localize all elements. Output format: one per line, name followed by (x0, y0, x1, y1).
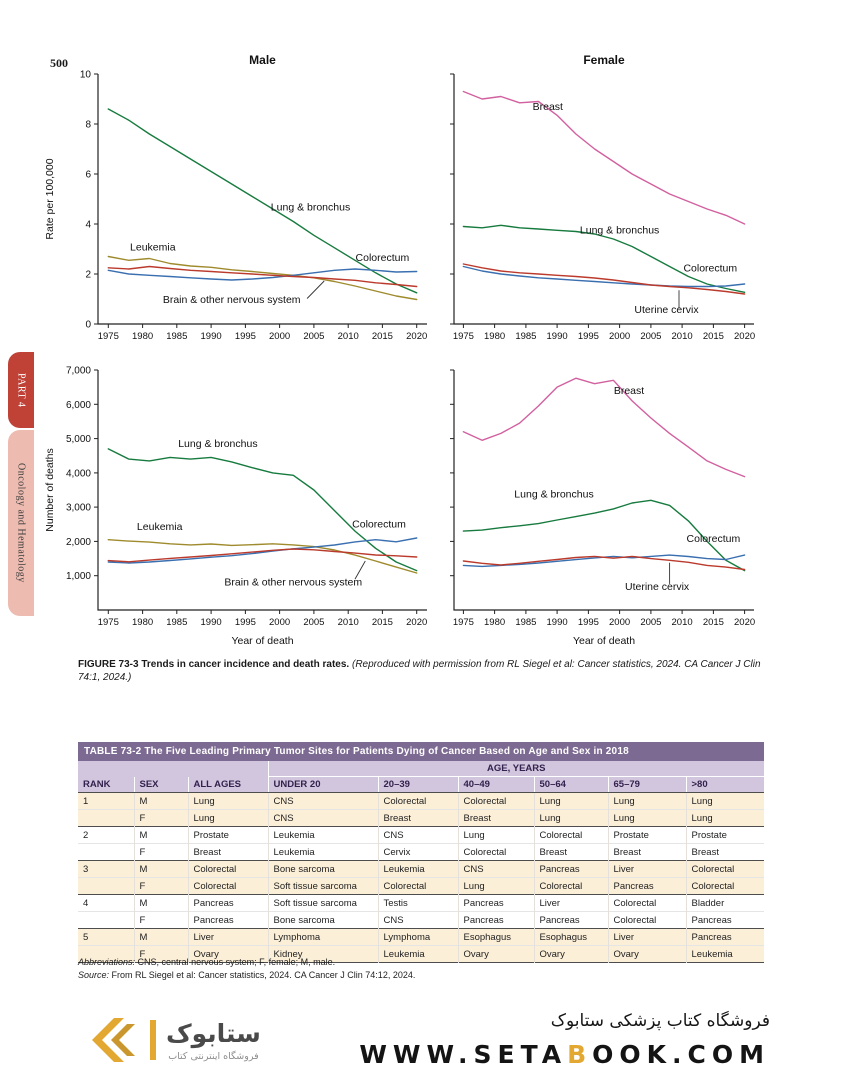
table-cell: Pancreas (608, 878, 686, 895)
table-cell: F (134, 878, 188, 895)
chart-svg (436, 350, 766, 650)
table-cell: Pancreas (534, 912, 608, 929)
svg-text:6,000: 6,000 (65, 399, 91, 411)
figure-caption (78, 658, 768, 684)
table-cell: Ovary (188, 946, 268, 963)
sidebar-section-tab (8, 430, 34, 616)
table-cell: Esophagus (534, 929, 608, 946)
svg-text:Colorectum: Colorectum (686, 533, 741, 546)
svg-text:3,000: 3,000 (65, 502, 91, 514)
logo-subtitle: فروشگاه اینترنتی کتاب (168, 1050, 259, 1062)
table-cell: Bone sarcoma (268, 912, 378, 929)
svg-text:Colorectum: Colorectum (683, 262, 738, 275)
page-number: 500 (50, 56, 68, 70)
abbreviations-note (78, 956, 768, 969)
svg-text:1985: 1985 (166, 331, 188, 342)
table-cell: Colorectal (378, 878, 458, 895)
chart-svg (42, 350, 437, 650)
column-header: ALL AGES (188, 777, 268, 793)
table-cell: Ovary (608, 946, 686, 963)
table-row (78, 861, 764, 878)
table-cell: Prostate (188, 827, 268, 844)
svg-text:1975: 1975 (452, 331, 474, 342)
table-cell: Pancreas (686, 929, 764, 946)
table-cell: Bladder (686, 895, 764, 912)
table-cell: Kidney (268, 946, 378, 963)
table-cell: Colorectal (188, 861, 268, 878)
svg-text:2: 2 (85, 269, 91, 281)
table-cell: F (134, 912, 188, 929)
logo-divider-bar (150, 1020, 156, 1060)
url-segment: OOK.COM (592, 1040, 770, 1069)
svg-text:1985: 1985 (515, 617, 537, 628)
chart-svg (42, 50, 437, 348)
table-cell: 1 (78, 793, 134, 810)
logo-wordmark: ستابوک (166, 1018, 261, 1048)
table-row (78, 878, 764, 895)
age-years-header: AGE, YEARS (268, 761, 764, 777)
table-row (78, 929, 764, 946)
svg-text:2005: 2005 (640, 331, 662, 342)
figure-credit: (Reproduced with permission from RL Siegel et al: Cancer statistics, 2024. CA Cancer J Clin 74:1, 2024.) (78, 659, 761, 683)
table-cell: Colorectal (188, 878, 268, 895)
table-cell: M (134, 929, 188, 946)
table-cell: CNS (268, 810, 378, 827)
table-cell: Breast (686, 844, 764, 861)
table-cell: M (134, 793, 188, 810)
svg-text:Number of deaths: Number of deaths (44, 448, 56, 532)
table-cell: Lymphoma (268, 929, 378, 946)
table-cell (78, 844, 134, 861)
table-cell: Breast (188, 844, 268, 861)
svg-text:1980: 1980 (132, 331, 154, 342)
svg-text:10: 10 (79, 69, 91, 81)
svg-text:8: 8 (85, 119, 91, 131)
svg-text:2,000: 2,000 (65, 536, 91, 548)
table-cell: F (134, 810, 188, 827)
svg-text:Female: Female (583, 53, 625, 67)
svg-text:Year of death: Year of death (231, 635, 294, 647)
svg-text:1995: 1995 (577, 617, 599, 628)
table-cell: Colorectal (608, 895, 686, 912)
svg-text:1985: 1985 (166, 617, 188, 628)
table-cell: Breast (378, 810, 458, 827)
sidebar-part-tab (8, 352, 34, 428)
svg-text:1990: 1990 (200, 331, 222, 342)
table-cell: Colorectal (534, 878, 608, 895)
table-cell: Lung (458, 827, 534, 844)
chart-female-deaths (436, 350, 766, 655)
table-cell: Breast (458, 810, 534, 827)
table-row (78, 895, 764, 912)
table-cell: Ovary (458, 946, 534, 963)
source-text: From RL Siegel et al: Cancer statistics, 2024. CA Cancer J Clin 74:12, 2024. (109, 970, 416, 981)
svg-text:Brain & other nervous system: Brain & other nervous system (162, 293, 301, 306)
table-cell: M (134, 861, 188, 878)
table-cell: Leukemia (686, 946, 764, 963)
table-row (78, 827, 764, 844)
table-cell: Pancreas (458, 912, 534, 929)
svg-text:2015: 2015 (702, 331, 724, 342)
chart-male-rates (42, 50, 437, 353)
table-cell: Testis (378, 895, 458, 912)
table-cell: Lung (686, 810, 764, 827)
logo-text-block (166, 1019, 261, 1062)
column-header: 50–64 (534, 777, 608, 793)
column-header: SEX (134, 777, 188, 793)
table-cell: 3 (78, 861, 134, 878)
svg-text:1980: 1980 (484, 617, 506, 628)
svg-text:1980: 1980 (132, 617, 154, 628)
column-header: 65–79 (608, 777, 686, 793)
chart-female-rates (436, 50, 766, 353)
url-segment: SETA (473, 1040, 568, 1069)
table-cell: Pancreas (188, 895, 268, 912)
table-cell: Lung (608, 793, 686, 810)
table-cell: Soft tissue sarcoma (268, 878, 378, 895)
chart-male-deaths (42, 350, 437, 655)
table-cell: Colorectal (378, 793, 458, 810)
table-cell: Lung (188, 810, 268, 827)
source-label: Source: (78, 970, 110, 981)
table-cell: CNS (378, 827, 458, 844)
svg-text:2010: 2010 (337, 331, 359, 342)
table-cell: M (134, 827, 188, 844)
svg-text:4,000: 4,000 (65, 468, 91, 480)
table-cell: Soft tissue sarcoma (268, 895, 378, 912)
svg-text:2005: 2005 (640, 617, 662, 628)
table-cell: Liver (608, 929, 686, 946)
svg-text:5,000: 5,000 (65, 434, 91, 446)
svg-text:2005: 2005 (303, 617, 325, 628)
svg-text:2000: 2000 (269, 617, 291, 628)
svg-text:2020: 2020 (406, 331, 428, 342)
svg-text:Lung & bronchus: Lung & bronchus (514, 488, 594, 501)
table-cell: M (134, 895, 188, 912)
svg-text:Rate per 100,000: Rate per 100,000 (44, 158, 56, 240)
source-note (78, 969, 768, 982)
svg-text:2010: 2010 (671, 331, 693, 342)
table-cell: F (134, 946, 188, 963)
footer-persian-title: فروشگاه کتاب پزشکی ستابوک (550, 1011, 770, 1031)
column-header: 20–39 (378, 777, 458, 793)
table-cell: Pancreas (458, 895, 534, 912)
table-cell: Colorectal (686, 861, 764, 878)
svg-text:2000: 2000 (269, 331, 291, 342)
table-cell: Lung (534, 793, 608, 810)
svg-text:1975: 1975 (97, 617, 119, 628)
svg-text:2020: 2020 (406, 617, 428, 628)
abbreviations-label: Abbreviations: (78, 957, 136, 967)
column-header: >80 (686, 777, 764, 793)
svg-text:4: 4 (85, 219, 91, 231)
svg-text:2020: 2020 (734, 331, 756, 342)
table-cell (78, 878, 134, 895)
svg-text:1995: 1995 (234, 331, 256, 342)
table-cell: Breast (608, 844, 686, 861)
table-73-2 (78, 742, 764, 963)
table-cell: Liver (608, 861, 686, 878)
svg-text:Male: Male (249, 53, 276, 67)
table-cell: CNS (378, 912, 458, 929)
table-cell: Leukemia (378, 861, 458, 878)
table-cell: Lung (686, 793, 764, 810)
chart-svg (436, 50, 766, 348)
table-cell: Colorectal (608, 912, 686, 929)
footer-right-block (359, 1011, 770, 1069)
table-title: TABLE 73-2 The Five Leading Primary Tumor Sites for Patients Dying of Cancer Based on Age and Sex in 2018 (78, 742, 764, 761)
header-spacer (78, 761, 268, 777)
table-cell: CNS (268, 793, 378, 810)
svg-text:1995: 1995 (577, 331, 599, 342)
svg-text:1990: 1990 (546, 617, 568, 628)
table-cell: Lymphoma (378, 929, 458, 946)
svg-text:1995: 1995 (234, 617, 256, 628)
svg-text:Lung & bronchus: Lung & bronchus (579, 224, 660, 237)
table-cell: Colorectal (534, 827, 608, 844)
table-cell: Leukemia (268, 844, 378, 861)
svg-text:2015: 2015 (371, 617, 393, 628)
table-cell: Bone sarcoma (268, 861, 378, 878)
table-cell (78, 912, 134, 929)
svg-text:Breast: Breast (613, 385, 645, 397)
url-segment: B (567, 1040, 593, 1069)
table-row (78, 810, 764, 827)
table-cell: 4 (78, 895, 134, 912)
figure-caption-text: Trends in cancer incidence and death rates. (141, 659, 350, 670)
svg-text:1990: 1990 (546, 331, 568, 342)
svg-text:1985: 1985 (515, 331, 537, 342)
table-cell: Colorectal (686, 878, 764, 895)
url-segment: WWW. (359, 1040, 474, 1069)
table-cell: Lung (188, 793, 268, 810)
footer (86, 1004, 770, 1076)
table-cell: Ovary (534, 946, 608, 963)
table-cell: Leukemia (378, 946, 458, 963)
section-label: Oncology and Hematology (15, 463, 27, 583)
svg-text:1975: 1975 (97, 331, 119, 342)
table-row (78, 844, 764, 861)
svg-text:Uterine cervix: Uterine cervix (634, 303, 699, 316)
svg-text:1980: 1980 (484, 331, 506, 342)
table-cell: CNS (458, 861, 534, 878)
svg-text:Colorectum: Colorectum (355, 252, 410, 264)
svg-text:Year of death: Year of death (572, 635, 636, 647)
table-row (78, 793, 764, 810)
svg-text:1975: 1975 (452, 617, 474, 628)
column-header: 40–49 (458, 777, 534, 793)
table-cell: Lung (608, 810, 686, 827)
table-cell: Pancreas (534, 861, 608, 878)
table-cell: Liver (534, 895, 608, 912)
svg-text:Breast: Breast (532, 101, 563, 114)
svg-text:0: 0 (85, 319, 91, 331)
footer-url[interactable] (359, 1040, 770, 1069)
table-cell: Prostate (686, 827, 764, 844)
svg-text:Colorectum: Colorectum (352, 518, 406, 531)
abbreviations-text: CNS, central nervous system; F, female; M, male. (135, 957, 336, 967)
svg-text:Lung & bronchus: Lung & bronchus (178, 438, 258, 451)
table-cell: Pancreas (188, 912, 268, 929)
leading-tumor-sites-table (78, 761, 764, 963)
table-notes (78, 956, 768, 982)
book-chevron-icon (86, 1017, 140, 1063)
column-header: UNDER 20 (268, 777, 378, 793)
svg-text:Lung & bronchus: Lung & bronchus (270, 201, 351, 214)
svg-text:2015: 2015 (371, 331, 393, 342)
part-label: PART 4 (15, 372, 27, 408)
table-cell: Esophagus (458, 929, 534, 946)
table-cell: 2 (78, 827, 134, 844)
svg-text:2010: 2010 (671, 617, 693, 628)
table-cell: Colorectal (458, 793, 534, 810)
svg-text:2020: 2020 (734, 617, 756, 628)
table-cell (78, 810, 134, 827)
setabook-logo[interactable] (86, 1017, 261, 1063)
svg-text:6: 6 (85, 169, 91, 181)
table-cell: Lung (458, 878, 534, 895)
svg-text:Leukemia: Leukemia (130, 241, 176, 254)
table-cell: Cervix (378, 844, 458, 861)
svg-text:2015: 2015 (702, 617, 724, 628)
svg-text:1990: 1990 (200, 617, 222, 628)
table-cell: Liver (188, 929, 268, 946)
table-cell: Leukemia (268, 827, 378, 844)
table-cell: Pancreas (686, 912, 764, 929)
svg-text:Brain & other nervous system: Brain & other nervous system (224, 576, 363, 589)
column-header: RANK (78, 777, 134, 793)
svg-text:2005: 2005 (303, 331, 325, 342)
table-cell: Breast (534, 844, 608, 861)
table-cell: 5 (78, 929, 134, 946)
table-cell: F (134, 844, 188, 861)
svg-text:2000: 2000 (609, 331, 631, 342)
svg-text:2000: 2000 (609, 617, 631, 628)
svg-text:7,000: 7,000 (65, 365, 91, 377)
svg-text:1,000: 1,000 (65, 571, 91, 583)
svg-text:2010: 2010 (337, 617, 359, 628)
svg-text:Leukemia: Leukemia (136, 521, 183, 534)
table-cell: Lung (534, 810, 608, 827)
svg-text:Uterine cervix: Uterine cervix (625, 581, 690, 594)
table-cell: Colorectal (458, 844, 534, 861)
table-row (78, 912, 764, 929)
table-cell: Prostate (608, 827, 686, 844)
figure-label: FIGURE 73-3 (78, 659, 139, 670)
